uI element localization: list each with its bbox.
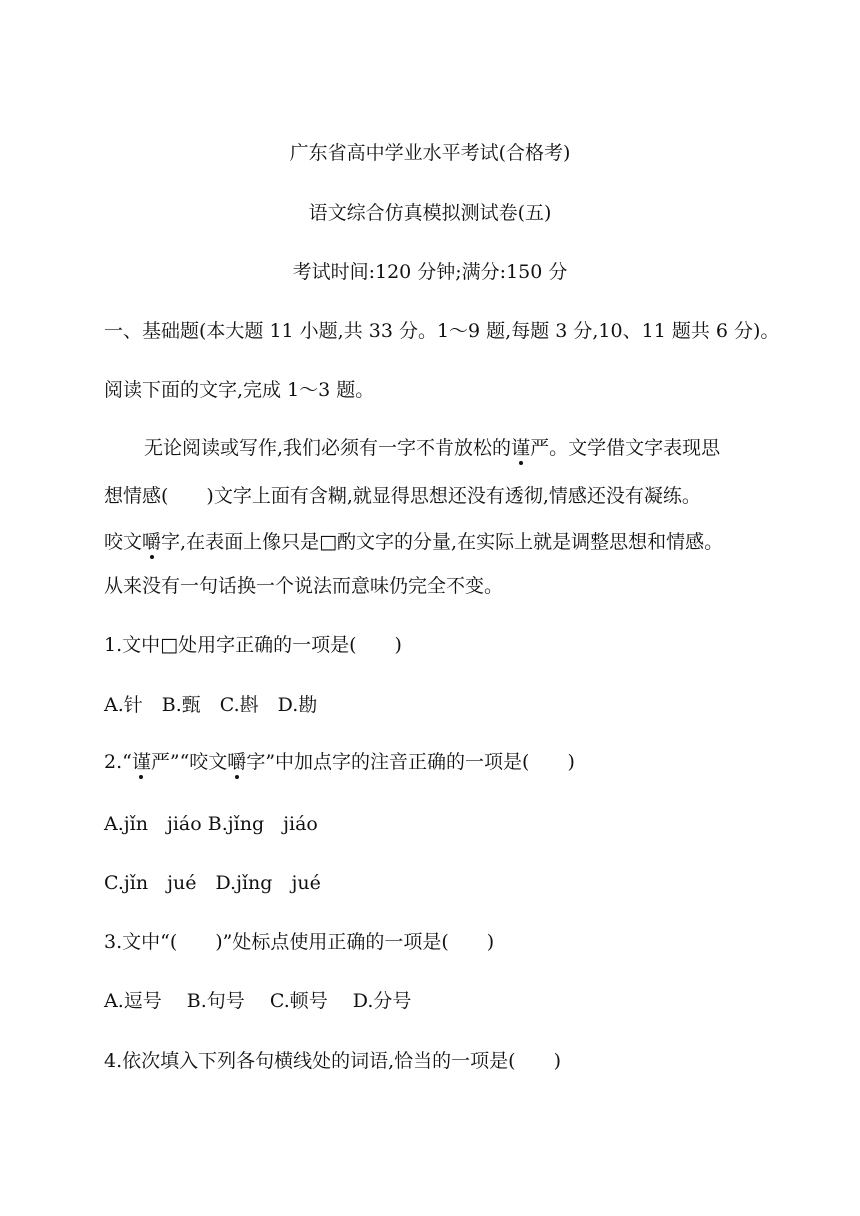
passage-text: 无论阅读或写作,我们必须有一字不肯放松的 (144, 437, 512, 459)
question-text: 严”“咬文 (150, 751, 228, 773)
question-4-stem: 4.依次填入下列各句横线处的词语,恰当的一项是( ) (104, 1050, 561, 1072)
question-3-options: A.逗号 B.句号 C.顿号 D.分号 (104, 990, 412, 1012)
passage-line-2: 想情感( )文字上面有含糊,就显得思想还没有透彻,情感还没有凝练。 (104, 485, 701, 507)
question-2-options-row-2: C.jǐn jué D.jǐng jué (104, 872, 321, 894)
question-1-stem: 1.文中□处用字正确的一项是( ) (104, 634, 402, 656)
passage-text: 咬文 (104, 531, 143, 553)
section-heading: 一、基础题(本大题 11 小题,共 33 分。1～9 题,每题 3 分,10、11 题共 6 分)。 (104, 320, 780, 342)
passage-instruction: 阅读下面的文字,完成 1～3 题。 (104, 379, 375, 401)
question-2-stem (104, 748, 575, 776)
passage-line-3 (104, 528, 723, 556)
passage-text: 严。文学借文字表现思 (530, 437, 721, 459)
emphasis-dot-char: 谨 (511, 437, 531, 459)
emphasis-dot-char: 嚼 (142, 531, 162, 553)
emphasis-dot-char: 谨 (131, 751, 151, 773)
question-2-options-row-1: A.jǐn jiáo B.jǐng jiáo (104, 813, 318, 835)
question-1-options: A.针 B.甄 C.斟 D.勘 (104, 694, 318, 716)
passage-text: 字,在表面上像只是□酌文字的分量,在实际上就是调整思想和情感。 (161, 531, 724, 553)
exam-title: 广东省高中学业水平考试(合格考) (289, 142, 571, 164)
passage-line-4: 从来没有一句话换一个说法而意味仍完全不变。 (104, 575, 504, 597)
exam-info: 考试时间:120 分钟;满分:150 分 (292, 261, 568, 283)
emphasis-dot-char: 嚼 (227, 751, 247, 773)
question-text: 字”中加点字的注音正确的一项是( ) (246, 751, 575, 773)
question-text: 2.“ (104, 751, 132, 773)
question-3-stem: 3.文中“( )”处标点使用正确的一项是( ) (104, 931, 495, 953)
passage-line-1 (144, 434, 720, 462)
exam-subtitle: 语文综合仿真模拟测试卷(五) (308, 202, 552, 224)
